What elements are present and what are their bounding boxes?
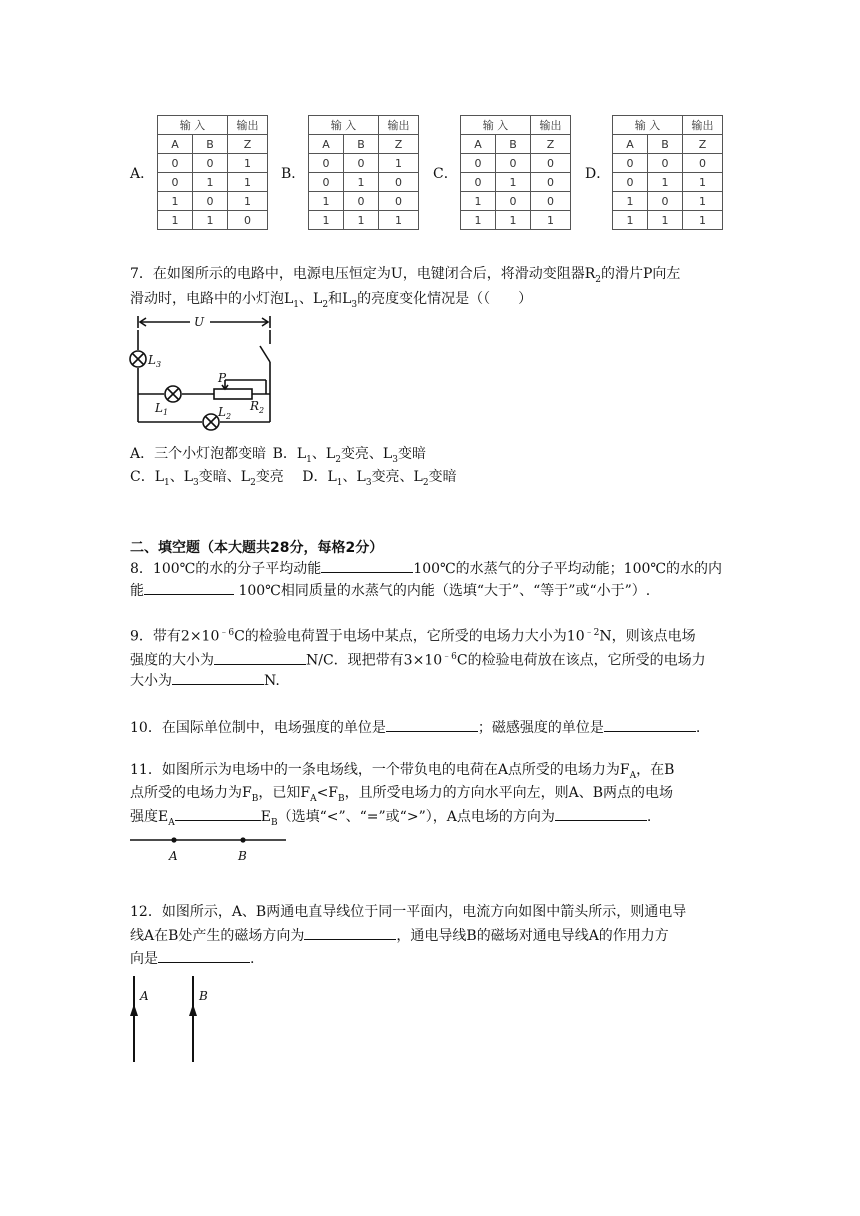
option-d-label: D． <box>585 166 611 182</box>
table-cell: 1 <box>613 211 648 230</box>
table-cell: 1 <box>309 211 344 230</box>
column-header: B <box>193 135 228 154</box>
table-cell: 0 <box>531 192 571 211</box>
label-u: U <box>194 315 205 329</box>
option-b-label: B． <box>281 166 306 182</box>
table-cell: 0 <box>531 173 571 192</box>
q7-circuit-diagram <box>128 312 278 432</box>
table-row <box>613 154 723 173</box>
table-cell: 0 <box>496 154 531 173</box>
table-row <box>158 211 268 230</box>
table-cell: 0 <box>344 154 379 173</box>
table-cell: 0 <box>461 154 496 173</box>
table-cell: 0 <box>648 154 683 173</box>
q9-line1: 9．带有$2\times 10^{﹣6}C$的检验电荷置于电场中某点，它所受的电场力大小为$10^{﹣2}N$，则该点电场 <box>130 628 696 645</box>
table-cell: 1 <box>193 211 228 230</box>
truth-table-d <box>612 115 723 230</box>
label-p: P <box>218 371 227 385</box>
column-header: A <box>158 135 193 154</box>
q7-stem-line2: 滑动时，电路中的小灯泡$L_1$、$L_2$和$L_3$的亮度变化情况是（（ ） <box>130 291 533 310</box>
header-output: 输出 <box>531 116 571 135</box>
answer-blank[interactable] <box>144 580 234 595</box>
table-cell: 1 <box>461 211 496 230</box>
header-output: 输出 <box>379 116 419 135</box>
label-l2: $L_2$ <box>218 405 232 421</box>
column-header: B <box>648 135 683 154</box>
table-cell: 0 <box>613 154 648 173</box>
table-row <box>461 211 571 230</box>
table-cell: 1 <box>683 173 723 192</box>
table-cell: 1 <box>379 211 419 230</box>
table-cell: 0 <box>228 211 268 230</box>
table-cell: 0 <box>379 192 419 211</box>
column-header: Z <box>379 135 419 154</box>
label-l3: $L_3$ <box>148 353 162 369</box>
table-cell: 1 <box>379 154 419 173</box>
header-input: 输 入 <box>158 116 228 135</box>
column-header: Z <box>683 135 723 154</box>
table-cell: 0 <box>309 154 344 173</box>
q12-wires-diagram <box>124 974 220 1066</box>
table-cell: 0 <box>193 154 228 173</box>
table-cell: 1 <box>228 192 268 211</box>
table-cell: 1 <box>228 173 268 192</box>
q11-line1: 11．如图所示为电场中的一条电场线，一个带负电的电荷在A点所受的电场力为$F_A$，在B <box>130 762 675 781</box>
arrow-up-icon <box>130 1004 138 1016</box>
table-row <box>613 173 723 192</box>
q7-options-row1: A．三个小灯泡都变暗 B．$L_1$、$L_2$变亮、$L_3$变暗 <box>130 446 426 465</box>
header-input: 输 入 <box>461 116 531 135</box>
table-cell: 1 <box>344 173 379 192</box>
q12-line2: 线A在B处产生的磁场方向为 ，通电导线B的磁场对通电导线A的作用力方 <box>130 925 669 946</box>
table-cell: 1 <box>496 173 531 192</box>
table-cell: 1 <box>648 173 683 192</box>
table-row <box>309 173 419 192</box>
label-r2: $R_2$ <box>250 399 265 415</box>
table-cell: 1 <box>158 211 193 230</box>
column-header: A <box>461 135 496 154</box>
wire-b-label: B <box>199 989 208 1003</box>
table-cell: 0 <box>344 192 379 211</box>
column-header: A <box>309 135 344 154</box>
answer-blank[interactable] <box>386 717 478 732</box>
header-output: 输出 <box>683 116 723 135</box>
table-cell: 0 <box>309 173 344 192</box>
table-cell: 0 <box>158 173 193 192</box>
table-cell: 1 <box>683 211 723 230</box>
table-cell: 0 <box>461 173 496 192</box>
truth-table-c <box>460 115 571 230</box>
table-row <box>309 211 419 230</box>
option-a-label: A． <box>130 166 155 182</box>
column-header: Z <box>228 135 268 154</box>
q9-line3: 大小为 N. <box>130 670 280 691</box>
table-cell: 1 <box>613 192 648 211</box>
label-l1: $L_1$ <box>155 401 169 417</box>
q10-line: 10．在国际单位制中，电场强度的单位是 ；磁感强度的单位是 . <box>130 717 700 738</box>
table-cell: 0 <box>496 192 531 211</box>
answer-blank[interactable] <box>321 558 413 573</box>
q11-field-line-diagram <box>128 832 290 866</box>
table-row <box>158 192 268 211</box>
table-cell: 1 <box>228 154 268 173</box>
table-cell: 1 <box>344 211 379 230</box>
table-cell: 1 <box>158 192 193 211</box>
point-b-label: B <box>238 849 247 863</box>
q12-line1: 12．如图所示，A、B两通电直导线位于同一平面内，电流方向如图中箭头所示，则通电导 <box>130 904 687 920</box>
table-row <box>309 192 419 211</box>
q11-line3: 强度$E_A$ $E_B$（选填“<”、“=”或“>”），A点电场的方向为 . <box>130 806 651 833</box>
answer-blank[interactable] <box>214 650 306 665</box>
header-input: 输 入 <box>309 116 379 135</box>
answer-blank[interactable] <box>175 806 261 821</box>
table-row <box>461 173 571 192</box>
table-cell: 1 <box>683 192 723 211</box>
table-cell: 0 <box>613 173 648 192</box>
column-header: B <box>496 135 531 154</box>
q12-line3: 向是 . <box>130 948 254 969</box>
answer-blank[interactable] <box>158 948 250 963</box>
table-cell: 1 <box>496 211 531 230</box>
answer-blank[interactable] <box>555 806 647 821</box>
section-heading: 二、填空题（本大题共28分，每格2分） <box>130 540 384 556</box>
truth-table-b <box>308 115 419 230</box>
answer-blank[interactable] <box>604 717 696 732</box>
table-cell: 1 <box>648 211 683 230</box>
wire-a-label: A <box>140 989 149 1003</box>
table-row <box>158 173 268 192</box>
table-row <box>461 154 571 173</box>
table-row <box>461 192 571 211</box>
table-cell: 1 <box>309 192 344 211</box>
column-header: A <box>613 135 648 154</box>
column-header: B <box>344 135 379 154</box>
option-c-label: C． <box>433 166 458 182</box>
q7-stem-line1: 7．在如图所示的电路中，电源电压恒定为U，电键闭合后，将滑动变阻器$R_2$的滑片P向左 <box>130 266 681 285</box>
answer-blank[interactable] <box>172 670 264 685</box>
table-cell: 0 <box>379 173 419 192</box>
answer-blank[interactable] <box>304 925 396 940</box>
column-header: Z <box>531 135 571 154</box>
q8-line1: 8．100℃的水的分子平均动能 100℃的水蒸气的分子平均动能；100℃的水的内 <box>130 558 722 579</box>
table-cell: 1 <box>461 192 496 211</box>
q9-line2: 强度的大小为 N/C．现把带有$3\times 10^{﹣6}C$的检验电荷放在该点，它所受的电场力 <box>130 647 706 671</box>
table-cell: 0 <box>193 192 228 211</box>
arrow-up-icon <box>189 1004 197 1016</box>
table-cell: 0 <box>531 154 571 173</box>
table-row <box>158 154 268 173</box>
table-cell: 1 <box>531 211 571 230</box>
header-output: 输出 <box>228 116 268 135</box>
q7-options-row2: C．$L_1$、$L_3$变暗、$L_2$变亮 D．$L_1$、$L_3$变亮、$L_2$变暗 <box>130 469 457 488</box>
table-cell: 0 <box>683 154 723 173</box>
point-a-label: A <box>169 849 178 863</box>
table-cell: 0 <box>158 154 193 173</box>
q11-line2: 点所受的电场力为$F_B$，已知$F_A<F_B$，且所受电场力的方向水平向左，则A、B两点的电场 <box>130 785 674 804</box>
header-input: 输 入 <box>613 116 683 135</box>
truth-table-a <box>157 115 268 230</box>
table-cell: 0 <box>648 192 683 211</box>
table-row <box>613 192 723 211</box>
table-cell: 1 <box>193 173 228 192</box>
table-row <box>309 154 419 173</box>
q8-line2: 能 100℃相同质量的水蒸气的内能（选填“大于”、“等于”或“小于”）. <box>130 580 650 601</box>
table-row <box>613 211 723 230</box>
